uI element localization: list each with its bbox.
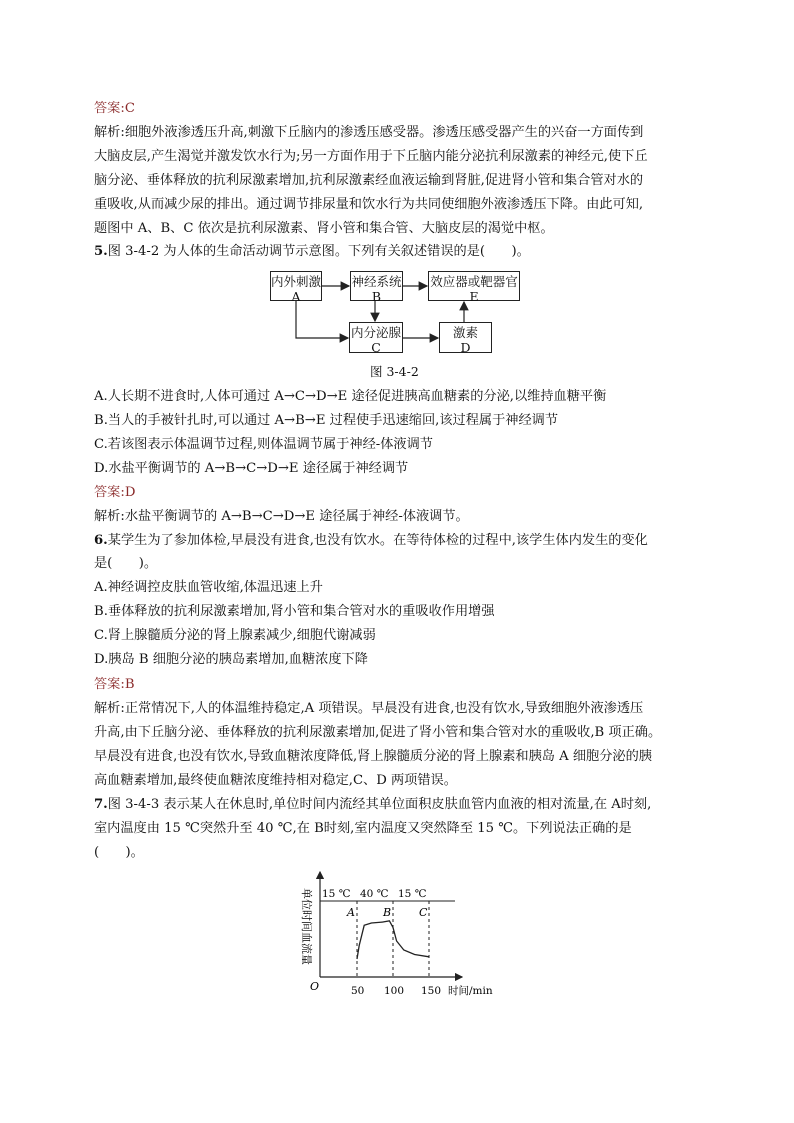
q6-number: 6. xyxy=(94,533,108,548)
q7-stem-line: 室内温度由 15 ℃突然升至 40 ℃,在 B时刻,室内温度又突然降至 15 ℃。下列说法正确的是 xyxy=(94,821,632,836)
diagram-box-d xyxy=(439,322,492,353)
q6-stem xyxy=(94,532,648,550)
diagram-box-e xyxy=(428,271,520,304)
marker-b: B xyxy=(383,906,392,919)
origin-label: O xyxy=(310,980,320,993)
blood-flow-chart xyxy=(290,868,510,1003)
box-d-letter: D xyxy=(460,340,471,355)
q5-stem-text: 图 3-4-2 为人体的生命活动调节示意图。下列有关叙述错误的是( )。 xyxy=(107,244,530,259)
q5-option-a: A.人长期不进食时,人体可通过 A→C→D→E 途径促进胰高血糖素的分泌,以维持血糖平衡 xyxy=(94,389,607,404)
x-tick-100: 100 xyxy=(384,985,405,997)
q5-option-c: C.若该图表示体温调节过程,则体温调节属于神经-体液调节 xyxy=(94,437,433,452)
box-a-label: 内外刺激 xyxy=(271,274,322,289)
diagram-caption: 图 3-4-2 xyxy=(370,364,419,379)
q4-answer: 答案:C xyxy=(94,101,135,116)
x-tick-50: 50 xyxy=(351,985,365,997)
q6-stem-line: 是( )。 xyxy=(94,556,158,571)
q6-analysis-line: 升高,由下丘脑分泌、垂体释放的抗利尿激素增加,促进了肾小管和集合管对水的重吸收,B 项正确。 xyxy=(94,725,662,740)
box-c-letter: C xyxy=(371,340,381,355)
box-b-letter: B xyxy=(371,289,382,304)
x-tick-150: 150 xyxy=(421,985,442,997)
temp-label-3: 15 ℃ xyxy=(398,888,427,900)
q5-number: 5. xyxy=(94,244,108,259)
box-e-label: 效应器或靶器官 xyxy=(430,274,518,289)
q7-stem-line: ( )。 xyxy=(94,845,144,860)
marker-a: A xyxy=(347,906,355,919)
y-axis-label: 单位时间血流量 xyxy=(300,888,313,965)
box-e-letter: E xyxy=(469,289,479,304)
box-a-letter: A xyxy=(291,289,301,304)
q6-analysis-line: 早晨没有进食,也没有饮水,导致血糖浓度降低,肾上腺髓质分泌的肾上腺素和胰岛 A 细胞分泌的胰 xyxy=(94,749,652,764)
diagram-box-b xyxy=(350,271,403,304)
q4-analysis-line: 解析:细胞外液渗透压升高,刺激下丘脑内的渗透压感受器。渗透压感受器产生的兴奋一方面传到 xyxy=(94,125,644,140)
temp-label-2: 40 ℃ xyxy=(360,888,389,900)
q4-analysis-line: 大脑皮层,产生渴觉并激发饮水行为;另一方面作用于下丘脑内能分泌抗利尿激素的神经元,使下丘 xyxy=(94,149,648,164)
q7-stem xyxy=(94,796,651,814)
q6-analysis-line: 高血糖素增加,最终使血糖浓度维持相对稳定,C、D 两项错误。 xyxy=(94,773,457,788)
q7-stem-text: 图 3-4-3 表示某人在休息时,单位时间内流经其单位面积皮肤血管内血液的相对流量,在 A时刻, xyxy=(107,797,652,812)
q6-answer: 答案:B xyxy=(94,677,135,692)
q4-analysis-line: 题图中 A、B、C 依次是抗利尿激素、肾小管和集合管、大脑皮层的渴觉中枢。 xyxy=(94,221,554,236)
q6-option-d: D.胰岛 B 细胞分泌的胰岛素增加,血糖浓度下降 xyxy=(94,652,368,667)
q6-option-b: B.垂体释放的抗利尿激素增加,肾小管和集合管对水的重吸收作用增强 xyxy=(94,604,495,619)
box-c-label: 内分泌腺 xyxy=(350,325,401,340)
box-d-label: 激素 xyxy=(452,325,478,340)
box-b-label: 神经系统 xyxy=(351,274,402,289)
marker-c: C xyxy=(419,906,428,919)
q6-stem-text: 某学生为了参加体检,早晨没有进食,也没有饮水。在等待体检的过程中,该学生体内发生的变化 xyxy=(107,533,648,548)
x-axis-label: 时间/min xyxy=(448,985,493,997)
diagram-box-a xyxy=(270,271,322,304)
q4-analysis-line: 重吸收,从而减少尿的排出。通过调节排尿量和饮水行为共同使细胞外液渗透压下降。由此可知, xyxy=(94,197,644,212)
q6-analysis-line: 解析:正常情况下,人的体温维持稳定,A 项错误。早晨没有进食,也没有饮水,导致细胞外液渗透压 xyxy=(94,701,644,716)
temp-label-1: 15 ℃ xyxy=(322,888,351,900)
q7-number: 7. xyxy=(94,797,108,812)
q5-analysis-line: 解析:水盐平衡调节的 A→B→C→D→E 途径属于神经-体液调节。 xyxy=(94,509,469,524)
q4-analysis-line: 脑分泌、垂体释放的抗利尿激素增加,抗利尿激素经血液运输到肾脏,促进肾小管和集合管对水的 xyxy=(94,173,644,188)
diagram-box-c xyxy=(349,322,403,353)
q6-option-a: A.神经调控皮肤血管收缩,体温迅速上升 xyxy=(94,580,323,595)
q5-option-d: D.水盐平衡调节的 A→B→C→D→E 途径属于神经调节 xyxy=(94,461,409,476)
q5-answer: 答案:D xyxy=(94,485,136,500)
q6-option-c: C.肾上腺髓质分泌的肾上腺素减少,细胞代谢减弱 xyxy=(94,628,376,643)
q5-option-b: B.当人的手被针扎时,可以通过 A→B→E 过程使手迅速缩回,该过程属于神经调节 xyxy=(94,413,559,428)
